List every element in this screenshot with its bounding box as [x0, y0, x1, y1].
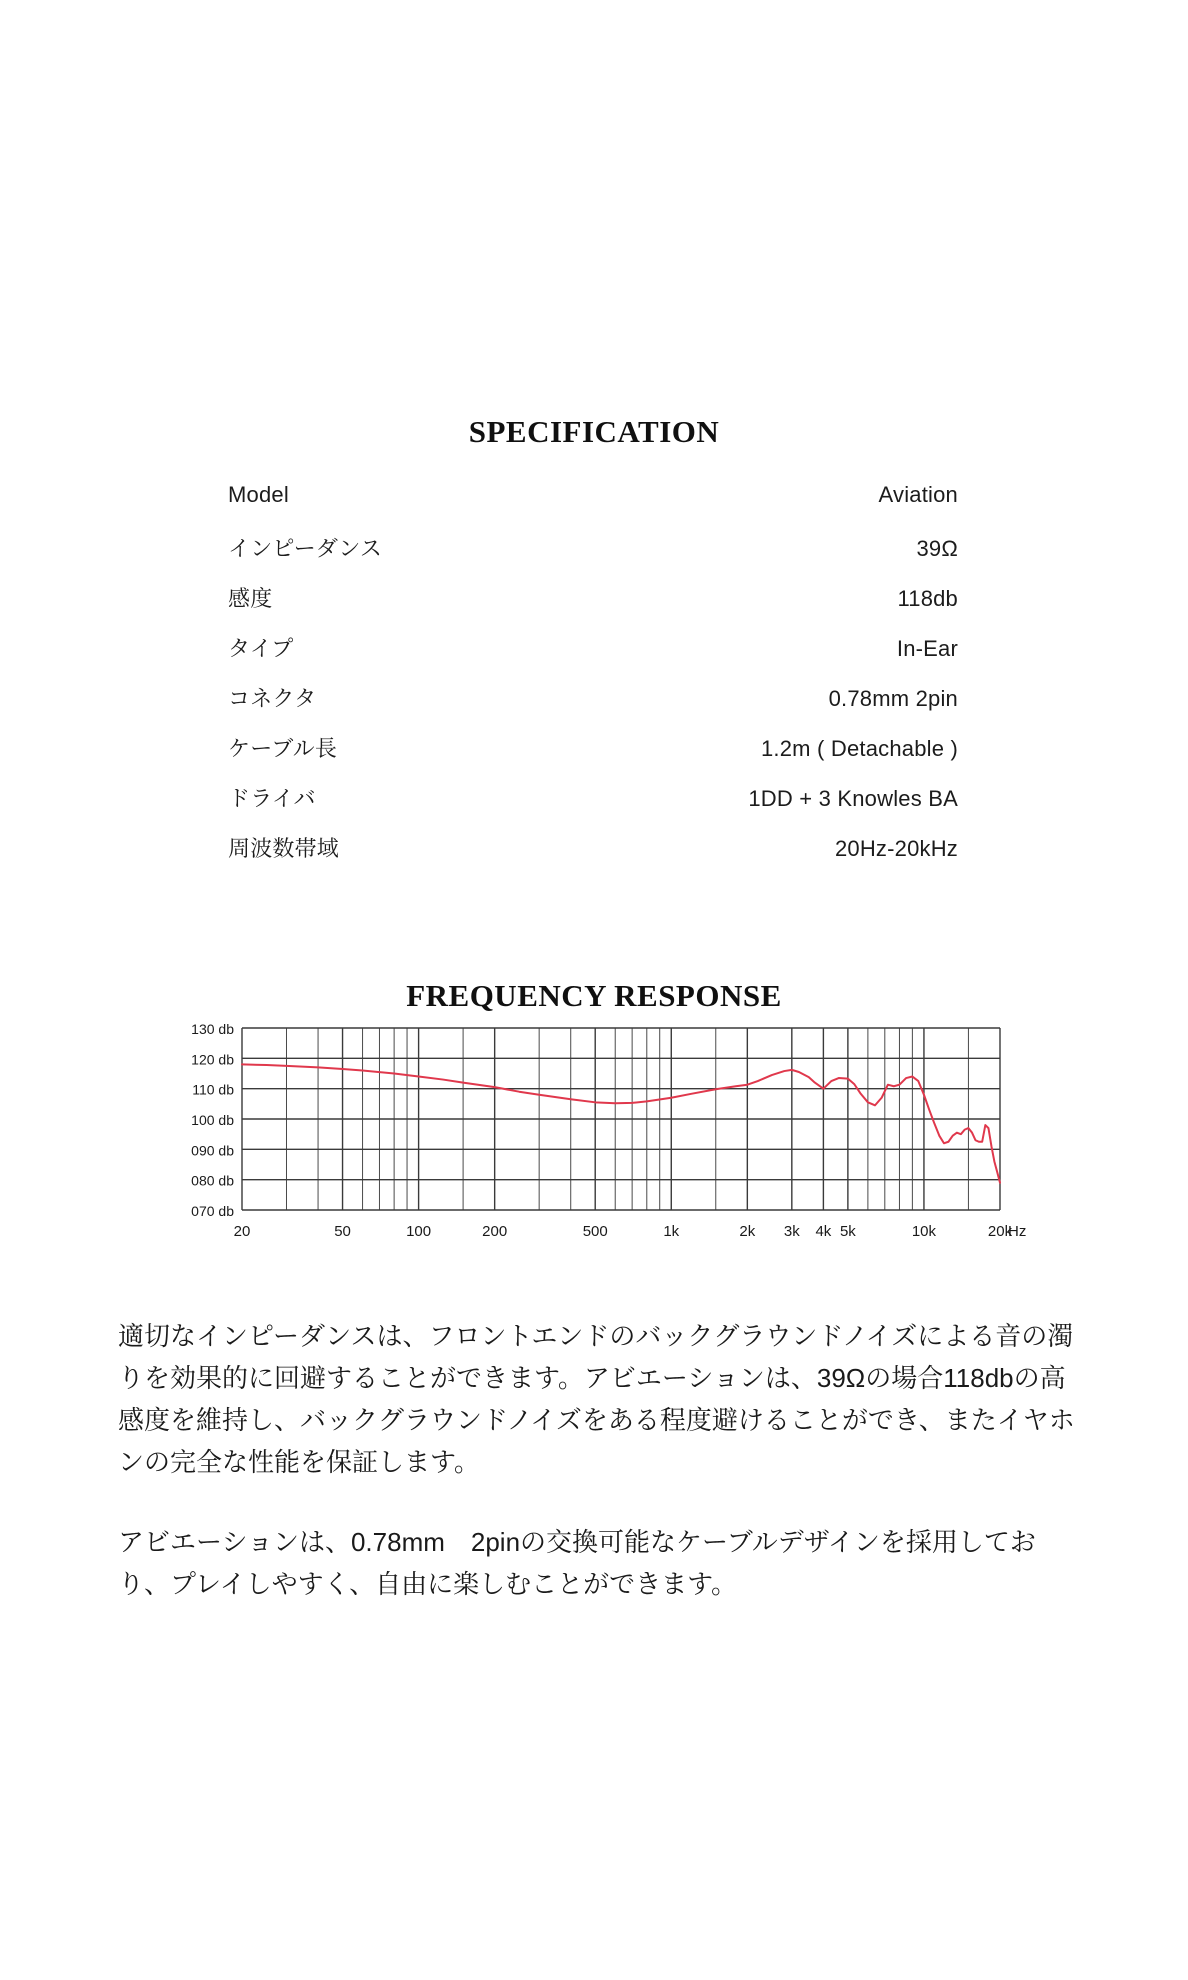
page-title-frequency-response: FREQUENCY RESPONSE: [406, 977, 782, 1013]
chart-ytick-label: 090 db: [191, 1142, 234, 1159]
frequency-response-chart: [150, 1010, 1050, 1270]
chart-ytick-label: 120 db: [191, 1051, 234, 1068]
chart-xtick-label: 5k: [839, 1223, 856, 1240]
spec-value: Aviation: [878, 482, 958, 507]
chart-axis-unit-label: Hz: [1008, 1223, 1027, 1240]
spec-value: 0.78mm 2pin: [828, 686, 958, 711]
spec-value: 1DD + 3 Knowles BA: [748, 786, 958, 811]
specification-table: [228, 482, 958, 882]
chart-xtick-label: 3k: [783, 1223, 800, 1240]
spec-row: [228, 532, 958, 582]
chart-ytick-label: 080 db: [191, 1172, 234, 1189]
spec-label: ドライバ: [228, 786, 316, 811]
spec-row: [228, 782, 958, 832]
chart-xtick-label: 200: [482, 1223, 508, 1240]
spec-row: [228, 632, 958, 682]
spec-label: 感度: [228, 586, 273, 611]
spec-label: タイプ: [228, 636, 294, 661]
spec-value: 118db: [897, 586, 958, 611]
chart-xtick-label: 1k: [663, 1223, 680, 1240]
paragraph: 適切なインピーダンスは、フロントエンドのバックグラウンドノイズによる音の濁りを効果的に回避することができます。アビエーションは、39Ωの場合118dbの高感度を維持し、バックグラウンドノイズをある程度避けることができ、またイヤホンの完全な性能を保証します。: [118, 1321, 1075, 1477]
frequency-response-svg: [150, 1010, 1050, 1270]
spec-label: ケーブル長: [228, 736, 338, 761]
spec-row: [228, 582, 958, 632]
spec-row: [228, 832, 958, 882]
spec-label: Model: [228, 482, 289, 507]
spec-label: コネクタ: [228, 686, 317, 711]
chart-xtick-label: 10k: [911, 1223, 937, 1240]
chart-xtick-label: 20k: [987, 1223, 1013, 1240]
spec-row: [228, 682, 958, 732]
chart-xtick-label: 4k: [815, 1223, 832, 1240]
chart-ytick-label: 100 db: [191, 1112, 234, 1128]
spec-row: [228, 482, 958, 532]
spec-value: In-Ear: [896, 636, 958, 661]
chart-ytick-label: 110 db: [192, 1081, 234, 1098]
spec-row: [228, 732, 958, 782]
chart-ytick-label: 130 db: [191, 1021, 234, 1037]
spec-value: 1.2m ( Detachable ): [761, 736, 958, 761]
chart-xtick-label: 50: [334, 1223, 351, 1240]
chart-xtick-label: 100: [406, 1223, 432, 1240]
spec-value: 20Hz-20kHz: [834, 836, 958, 861]
chart-xtick-label: 2k: [739, 1223, 756, 1240]
chart-xtick-label: 500: [582, 1223, 608, 1240]
spec-label: インピーダンス: [228, 536, 383, 561]
chart-xtick-label: 20: [233, 1223, 251, 1240]
page-title-specification: SPECIFICATION: [468, 413, 720, 449]
description-text: [118, 1315, 1078, 1643]
chart-ytick-label: 070 db: [191, 1203, 234, 1219]
paragraph: アビエーションは、0.78mm 2pinの交換可能なケーブルデザインを採用しており、プレイしやすく、自由に楽しむことができます。: [118, 1527, 1036, 1599]
spec-label: 周波数帯域: [228, 836, 340, 861]
spec-value: 39Ω: [916, 536, 958, 561]
chart-response-curve: [242, 1064, 1000, 1182]
